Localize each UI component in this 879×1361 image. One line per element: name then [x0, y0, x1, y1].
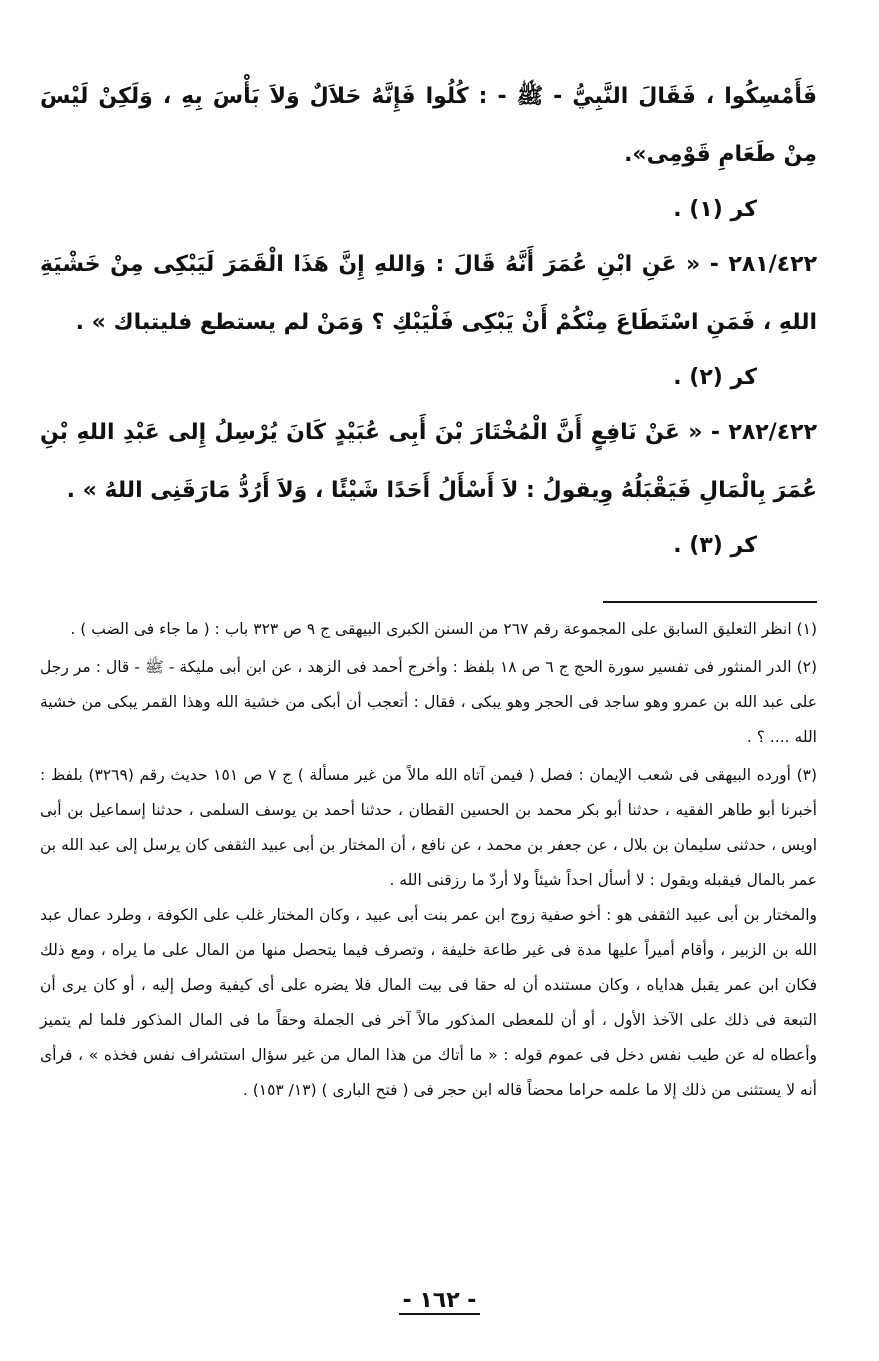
footnote-2: (٢) الدر المنثور فى تفسير سورة الحج ج ٦ ص ١٨ بلفظ : وأخرج أحمد فى الزهد ، عن ابن أبى مليكة - ﷺ - قال : مر رجل على عبد الله بن عمرو وهو ساجد فى الحجر وهو يبكى ، فقال : أتعجب أن أبكى من خشية الله وهذا القمر يبكى من خشية الله .... ؟ . — [40, 658, 818, 746]
page-number: - ١٦٢ - — [399, 1288, 481, 1315]
hadith-282: ٢٨٢/٤٢٢ - « عَنْ نَافِعٍ أَنَّ الْمُخْتَارَ بْنَ أَبِى عُبَيْدٍ كَانَ يُرْسِلُ إِلى عَبْدِ اللهِ بْنِ عُمَرَ بِالْمَالِ فَيَقْبَلُهُ وِيقولُ : لاَ أَسْأَلُ أَحَدًا شَيْئًا ، وَلاَ أَرُدُّ مَارَقَنِى اللهُ » . — [40, 420, 817, 503]
source-reference-3: كر (٣) . — [673, 533, 757, 558]
footnote-1: (١) انظر التعليق السابق على المجموعة رقم ٢٦٧ من السنن الكبرى البيهقى ج ٩ ص ٣٢٣ باب : ( ما جاء فى الضب ) . — [70, 620, 817, 638]
footnote-3-commentary: والمختار بن أبى عبيد الثقفى هو : أخو صفية زوج ابن عمر بنت أبى عبيد ، وكان المختار غلب على الكوفة ، وطرد عمال عبد الله بن الزبير ، وأقام أميراً عليها مدة فى غير طاعة خليفة ، وتصرف فيما يتحصل منها من المال على ما يراه ، ومع ذلك فكان ابن عمر يقبل هداياه ، وكان مستنده أن له حقا فى بيت المال فلا يضره على أى كيفية وصل إليه ، أو كان يرى أن التبعة فى ذلك على الآخذ الأول ، أو أن للمعطى المذكور مالاً آخر فى الجملة وحقاً ما فى المال المذكور فلما لم يتميز وأعطاه له عن طيب نفس دخل فى عموم قوله : « ما أتاك من هذا المال من غير سؤال استشراف نفس فخذه » ، فرأى أنه لا يستثنى من ذلك إلا ما علمه حراما محضاً قاله ابن حجر فى ( فتح البارى ) (١٣/ ١٥٣) . — [40, 906, 817, 1099]
hadith-continuation: فَأَمْسِكُوا ، فَقَالَ النَّبِيُّ - ﷺ - : كُلُوا فَإِنَّهُ حَلاَلٌ وَلاَ بَأْسَ بِهِ ، وَلَكِنْ لَيْسَ مِنْ طَعَامِ قَوْمِى». — [40, 84, 817, 167]
source-reference-2: كر (٢) . — [673, 365, 757, 390]
page-number-container — [0, 1288, 879, 1313]
footnote-3: (٣) أورده البيهقى فى شعب الإيمان : فصل ( فيمن آتاه الله مالاً من غير مسألة ) ج ٧ ص ١٥١ حديث رقم (٣٢٦٩) بلفظ : أخبرنا أبو طاهر الفقيه ، حدثنا أبو بكر محمد بن الحسين القطان ، حدثنا أحمد بن يوسف السلمى ، حدثنا إسماعيل بن أبى اويس ، حدثنى سليمان بن بلال ، عن جعفر بن محمد ، عن نافع ، أن المختار بن أبى عبيد الثقفى كان يرسل إلى عبد الله بن عمر بالمال فيقبله ويقول : لا أسأل احداً شيئاً ولا أردّ ما رزقنى الله . — [40, 766, 818, 889]
main-text — [40, 68, 817, 572]
footnotes — [40, 612, 817, 1108]
footnote-separator — [603, 601, 817, 603]
hadith-281: ٢٨١/٤٢٢ - « عَنِ ابْنِ عُمَرَ أَنَّهُ قَالَ : وَاللهِ إِنَّ هَذَا الْقَمَرَ لَيَبْكِى مِنْ خَشْيَةِ اللهِ ، فَمَنِ اسْتَطَاعَ مِنْكُمْ أَنْ يَبْكِى فَلْيَبْكِ ؟ وَمَنْ لم يستطع فليتباك » . — [40, 252, 817, 335]
source-reference-1: كر (١) . — [673, 197, 757, 222]
